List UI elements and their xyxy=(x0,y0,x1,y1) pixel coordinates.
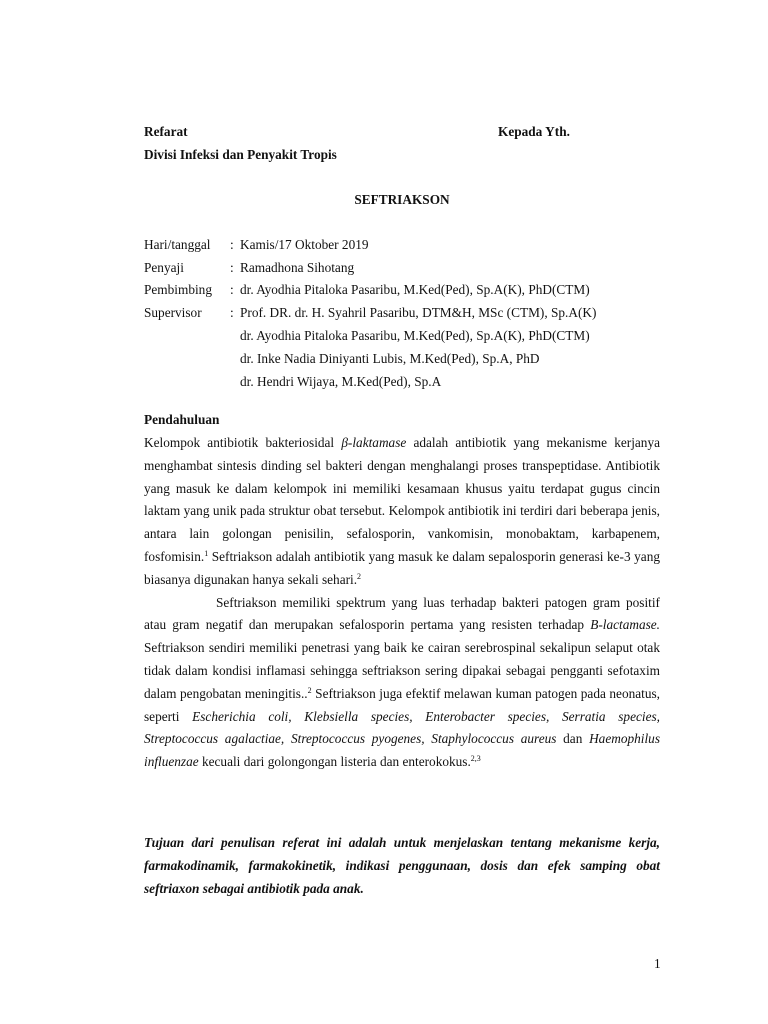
italic-species-list: Escherichia coli, Klebsiella species, Enterobacter species, Serratia species, Streptococcus agalactiae, Streptococcus pyogenes, Staphylococcus aureus xyxy=(144,708,660,747)
meta-value-supervisor-1: Prof. DR. dr. H. Syahril Pasaribu, DTM&H, MSc (CTM), Sp.A(K) xyxy=(240,305,597,320)
paragraph-intro xyxy=(144,432,660,592)
citation-mark: 2 xyxy=(357,571,362,581)
page-number: 1 xyxy=(654,956,661,971)
header-refarat: Refarat xyxy=(144,124,188,139)
meta-label-supervisor: Supervisor xyxy=(144,305,202,320)
meta-value-presenter: Ramadhona Sihotang xyxy=(240,260,355,275)
purpose-statement: Tujuan dari penulisan referat ini adalah untuk menjelaskan tentang mekanisme kerja, farmakodinamik, farmakokinetik, indikasi penggunaan, dosis dan efek samping obat seftriaxon sebagai antibiotik pada anak. xyxy=(144,835,660,896)
citation-mark: 1 xyxy=(204,548,209,558)
header-division: Divisi Infeksi dan Penyakit Tropis xyxy=(144,147,337,162)
paragraph-spectrum xyxy=(144,592,660,774)
citation-mark: 2,3 xyxy=(470,754,481,764)
meta-label-presenter: Penyaji xyxy=(144,260,184,275)
paragraph-text: kecuali dari golongongan listeria dan enterokokus. xyxy=(198,754,471,770)
meta-value-supervisor-4: dr. Hendri Wijaya, M.Ked(Ped), Sp.A xyxy=(240,374,442,389)
meta-colon: : xyxy=(230,260,234,275)
paragraph-text: adalah antibiotik yang mekanisme kerjanya menghambat sintesis dinding sel bakteri dengan menghalangi proses transpeptidase. Antibiotik yang masuk ke dalam kelompok ini memiliki kesamaan khusus yaitu terdapat gugus cincin laktam yang unik pada struktur obat tersebut. Kelompok antibiotik ini terdiri dari beberapa jenis, antara lain golongan penisilin, sefalosporin, vankomisin, monobaktam, karbapenem, fosfomisin. xyxy=(144,435,660,564)
italic-term: B-lactamase. xyxy=(590,617,660,633)
paragraph-text: Seftriakson juga efektif melawan kuman patogen pada neonatus, seperti xyxy=(144,685,661,724)
header-recipient: Kepada Yth. xyxy=(498,124,570,139)
body-text xyxy=(144,432,660,774)
meta-colon: : xyxy=(230,282,234,297)
paragraph-text: Seftriakson adalah antibiotik yang masuk ke dalam sepalosporin generasi ke-3 yang biasanya digunakan hanya sekali sehari. xyxy=(144,548,660,587)
citation-mark: 2 xyxy=(307,685,312,695)
meta-label-advisor: Pembimbing xyxy=(144,282,212,297)
paragraph-text: Kelompok antibiotik bakteriosidal xyxy=(144,435,342,450)
paragraph-text: Seftriakson memiliki spektrum yang luas terhadap bakteri patogen gram positif atau gram negatif dan merupakan sefalosporin pertama yang resisten terhadap xyxy=(144,594,660,633)
document-title: SEFTRIAKSON xyxy=(354,192,450,207)
meta-value-date: Kamis/17 Oktober 2019 xyxy=(240,237,369,252)
meta-value-advisor: dr. Ayodhia Pitaloka Pasaribu, M.Ked(Ped), Sp.A(K), PhD(CTM) xyxy=(240,282,590,297)
italic-term: β-laktamase xyxy=(341,435,407,450)
paragraph-text: dan xyxy=(556,731,590,747)
meta-label-date: Hari/tanggal xyxy=(144,237,211,252)
section-heading: Pendahuluan xyxy=(144,412,220,427)
paragraph-text: Seftriakson sendiri memiliki penetrasi yang baik ke cairan serebrospinal sekalipun selaput otak tidak dalam kondisi inflamasi sehingga seftriakson sering dipakai sebagai pengganti sefotaxim dalam pengobatan meningitis.. xyxy=(144,640,660,701)
meta-colon: : xyxy=(230,305,234,320)
italic-term: Haemophilus influenzae xyxy=(144,731,660,770)
meta-colon: : xyxy=(230,237,234,252)
meta-value-supervisor-3: dr. Inke Nadia Diniyanti Lubis, M.Ked(Ped), Sp.A, PhD xyxy=(240,351,540,366)
meta-value-supervisor-2: dr. Ayodhia Pitaloka Pasaribu, M.Ked(Ped), Sp.A(K), PhD(CTM) xyxy=(240,328,590,343)
